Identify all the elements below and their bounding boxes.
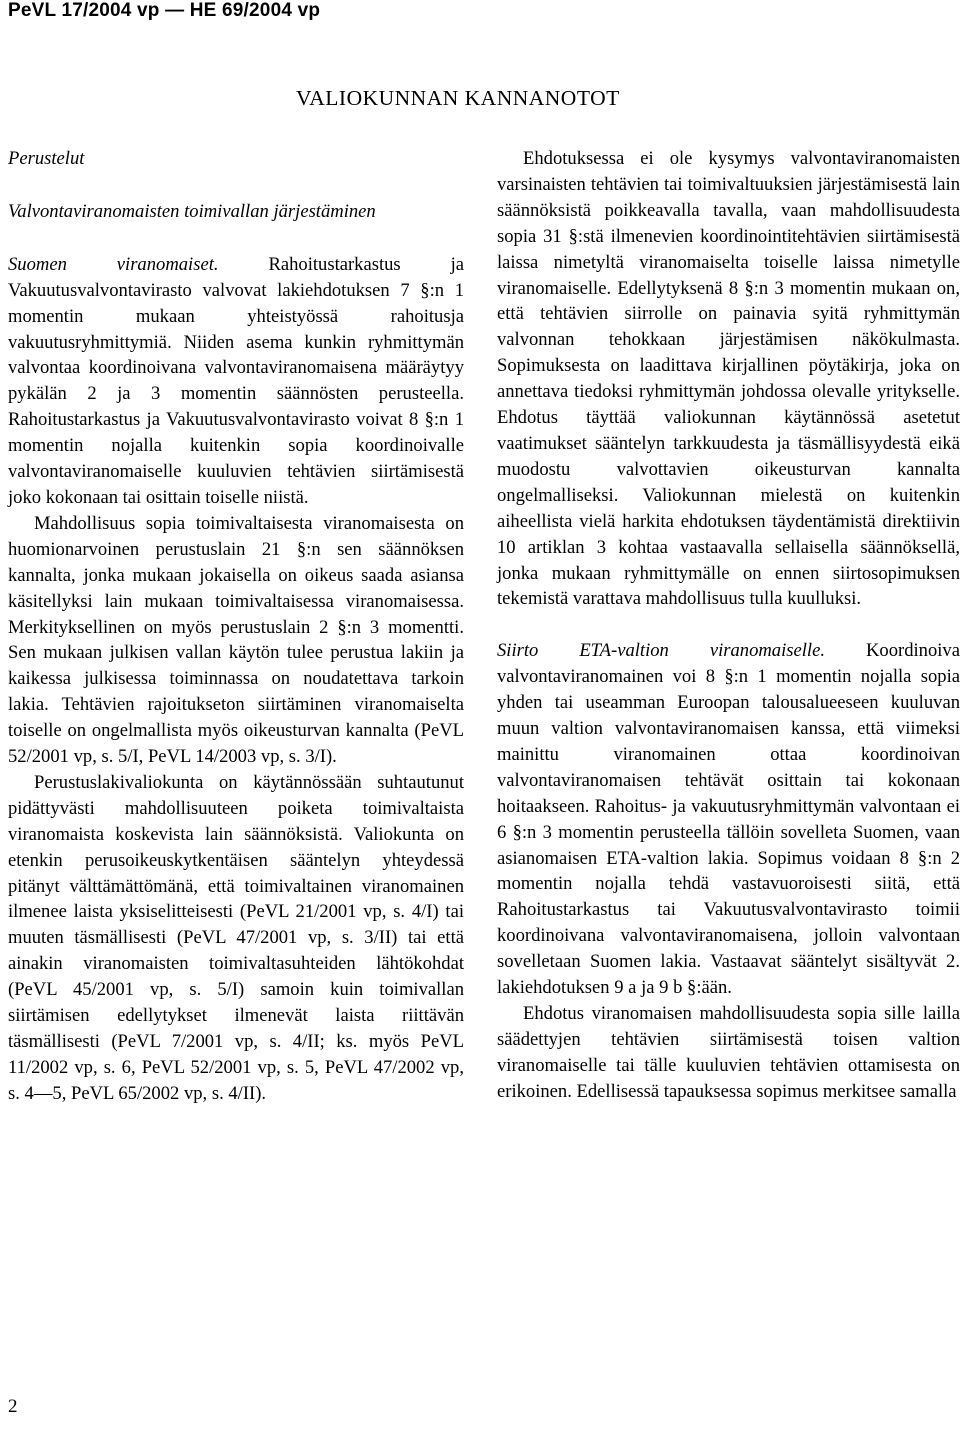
left-column bbox=[8, 146, 464, 1107]
page-number: 2 bbox=[8, 1396, 18, 1417]
subsection-heading: Valvontaviranomaisten toimivallan järjestäminen bbox=[8, 200, 376, 222]
section-heading: Perustelut bbox=[8, 148, 85, 169]
paragraph: Ehdotuksessa ei ole kysymys valvontaviranomaisten varsinaisten tehtävien tai toimivaltuuksien järjestämisestä lain säännöksistä poikkeavalla tavalla, vaan mahdollisuudesta sopia 31 §:stä ilmenevien koordinointitehtävien siirtämisestä laissa nimetyltä viranomaiselta toiselle laissa nimetylle viranomaiselle. Edellytyksenä 8 §:n 3 momentin mukaan on, että tehtävien siirrolle on painavia syitä ryhmittymän valvonnan tehokkaan järjestämisen näkökulmasta. Sopimuksesta on laadittava kirjallinen pöytäkirja, joka on annettava tiedoksi ryhmittymän johdossa olevalle yritykselle. Ehdotus täyttää valiokunnan käytännössä asetetut vaatimukset sääntelyn tarkkuudesta ja täsmällisyydestä eikä muodostu valvottavien oikeusturvan kannalta ongelmalliseksi. Valiokunnan mielestä on kuitenkin aiheellista vielä harkita ehdotuksen täydentämistä direktiivin 10 artiklan 3 kohtaa vastaavalla sellaisella säännöksellä, jonka mukaan ryhmittymälle on ennen siirtosopimuksen tekemistä varattava mahdollisuus tulla kuulluksi. bbox=[497, 148, 960, 610]
paragraph bbox=[497, 638, 960, 1001]
section-title: VALIOKUNNAN KANNANOTOT bbox=[296, 86, 620, 110]
paragraph: Ehdotus viranomaisen mahdollisuudesta sopia sille lailla säädettyjen tehtävien siirtämisestä toisen valtion viranomaiselle tai tälle kuuluvien tehtävien ottamisesta on erikoinen. Edellisessä tapauksessa sopimus merkitsee samalla bbox=[497, 1003, 960, 1102]
paragraph bbox=[8, 252, 464, 511]
paragraph: Mahdollisuus sopia toimivaltaisesta viranomaisesta on huomionarvoinen perustuslain 21 §:n sen säännöksen kannalta, jonka mukaan jokaisella on oikeus saada asiansa käsitellyksi lain mukaan toimivaltaisessa viranomaisessa. Merkityksellinen on myös perustuslain 2 §:n 3 momentti. Sen mukaan julkisen vallan käytön tulee perustua lakiin ja kaikessa julkisessa toiminnassa on noudatettava tarkoin lakia. Tehtävien rajoitukseton siirtäminen viranomaiselta toiselle on ongelmallista myös oikeusturvan kannalta (PeVL 52/2001 vp, s. 5/I, PeVL 14/2003 vp, s. 3/I). bbox=[8, 512, 464, 768]
paragraph-lead: Siirto ETA-valtion viranomaiselle. bbox=[497, 640, 825, 662]
paragraph: Perustuslakivaliokunta on käytännössään suhtautunut pidättyvästi mahdollisuuteen poiketa toimivaltaista viranomaista koskevista lain säännöksistä. Valiokunta on etenkin perusoikeuskytkentäisen sääntelyn yhteydessä pitänyt välttämättömänä, että toimivaltainen viranomainen ilmenee laista yksiselitteisesti (PeVL 21/2001 vp, s. 4/I) tai muuten täsmällisesti (PeVL 47/2001 vp, s. 3/II) tai että ainakin viranomaisten toimivaltasuhteiden lähtökohdat (PeVL 45/2001 vp, s. 5/I) samoin kuin toimivallan siirtämisen edellytykset ilmenevät laista riittävän täsmällisesti (PeVL 7/2001 vp, s. 4/II; ks. myös PeVL 11/2002 vp, s. 6, PeVL 52/2001 vp, s. 5, PeVL 47/2002 vp, s. 4—5, PeVL 65/2002 vp, s. 4/II). bbox=[8, 771, 464, 1104]
paragraph-lead: Suomen viranomaiset. bbox=[8, 253, 219, 275]
paragraph-text: Koordinoiva valvontaviranomainen voi 8 §:n 1 momentin nojalla sopia yhden tai useamman Euroopan talousalueeseen kuuluvan muun valtion valvontaviranomaisen kanssa, että viimeksi mainittu viranomainen ottaa koordinoivan valvontaviranomaisen tehtävät osittain tai kokonaan hoitaakseen. Rahoitus- ja vakuutusryhmittymän valvontaan ei 6 §:n 3 momentin perusteella tällöin sovelleta Suomen, vaan asianomaisen ETA-valtion lakia. Sopimus voidaan 8 §:n 2 momentin nojalla tehdä vastavuoroisesti siitä, että Rahoitustarkastus tai Vakuutusvalvontavirasto toimii koordinoivana valvontaviranomaisena, jolloin valvontaan sovelletaan Suomen lakia. Vastaavat sääntelyt sisältyvät 2. lakiehdotuksen 9 a ja 9 b §:ään. bbox=[497, 640, 960, 999]
right-column bbox=[497, 146, 960, 1105]
running-header: PeVL 17/2004 vp — HE 69/2004 vp bbox=[8, 0, 321, 21]
paragraph-text: Rahoitustarkastus ja Vakuutusvalvontavirasto valvovat lakiehdotuksen 7 §:n 1 momentin mukaan yhteistyössä rahoitusja vakuutusryhmittymiä. Niiden asema kunkin ryhmittymän valvontaa koordinoivana valvontaviranomaisena määräytyy pykälän 2 ja 3 momentin säännösten perusteella. Rahoitustarkastus ja Vakuutusvalvontavirasto voivat 8 §:n 1 momentin nojalla kuitenkin sopia koordinoivalle valvontaviranomaiselle kuuluvien tehtävien siirtämisestä joko kokonaan tai osittain toiselle niistä. bbox=[8, 253, 464, 508]
